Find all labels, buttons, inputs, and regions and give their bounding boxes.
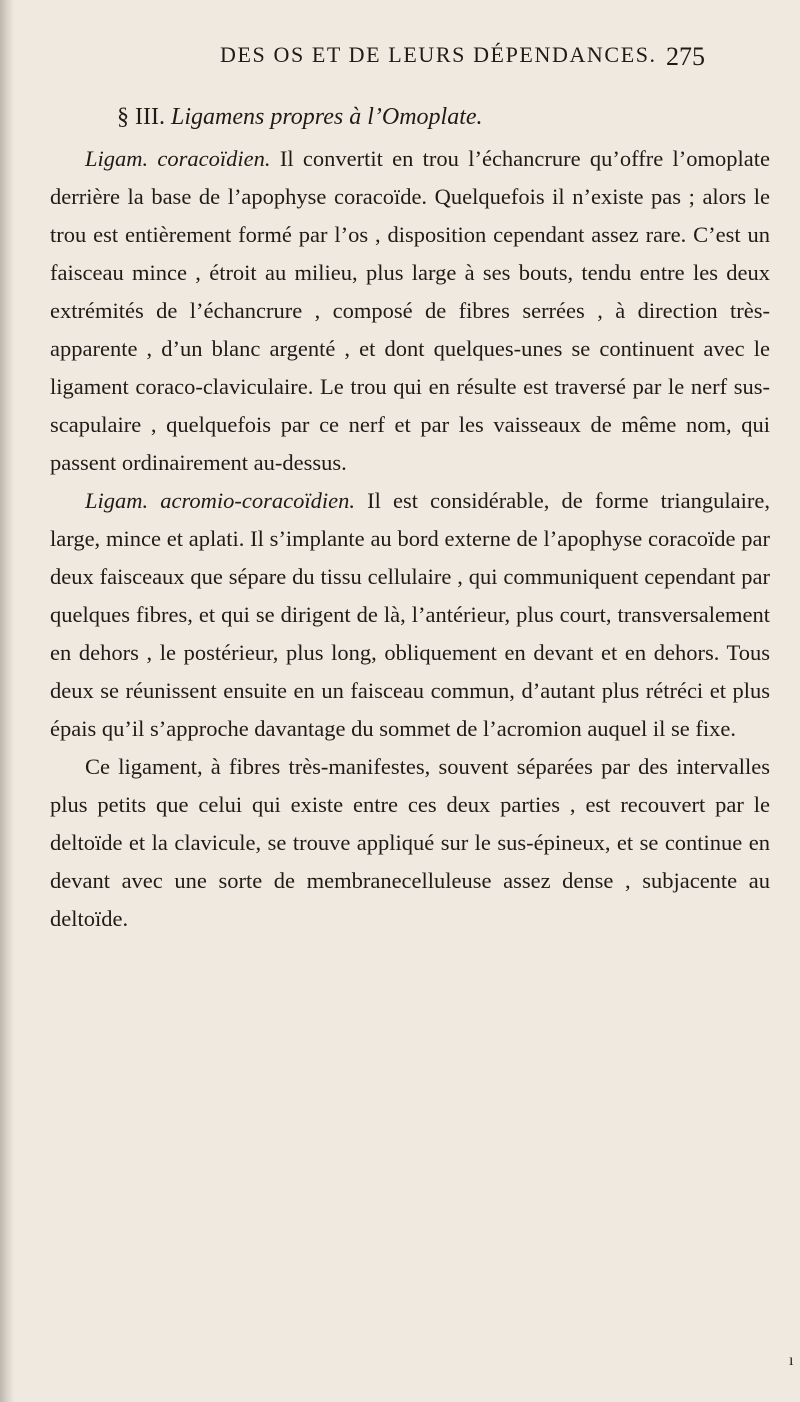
book-page [50,28,770,938]
paragraph-text: Il convertit en trou l’échancrure qu’offre l’omoplate derrière la base de l’apophyse coracoïde. Quelquefois il n’existe pas ; alors le trou est entièrement formé par l’os , disposition cependant assez rare. C’est un faisceau mince , étroit au milieu, plus large à ses bouts, tendu entre les deux extrémités de l’échancrure , composé de fibres serrées , à direction très-apparente , d’un blanc argenté , et dont quelques-unes se continuent avec le ligament coraco-claviculaire. Le trou qui en résulte est traversé par le nerf sus-scapulaire , quelquefois par ce nerf et par les vaisseaux de même nom, qui passent ordinairement au-dessus. [50,145,770,475]
bottom-page-mark: ı [789,1352,794,1369]
running-head [50,28,770,76]
paragraph-coracoidien [50,140,770,482]
paragraph-ligament-description [50,748,770,938]
term-acromio-coracoidien: Ligam. acromio-coracoïdien. [85,487,355,513]
running-title: DES OS ET DE LEURS DÉPENDANCES. [220,42,657,67]
paragraph-text: Il est considérable, de forme triangulaire, large, mince et aplati. Il s’implante au bord externe de l’apophyse coracoïde par deux faisceaux que sépare du tissu cellulaire , qui communiquent cependant par quelques fibres, et qui se dirigent de là, l’antérieur, plus court, transversalement en dehors , le postérieur, plus long, obliquement en devant et en dehors. Tous deux se réunissent ensuite en un faisceau commun, d’autant plus rétréci et plus épais qu’il s’approche davantage du sommet de l’acromion auquel il se fixe. [50,487,770,741]
section-heading [117,103,770,132]
paragraph-text: Ce ligament, à fibres très-manifestes, souvent séparées par des intervalles plus petits que celui qui existe entre ces deux parties , est recouvert par le deltoïde et la clavicule, se trouve appliqué sur le sus-épineux, et se continue en devant avec une sorte de membranecelluleuse assez dense , subjacente au deltoïde. [50,753,770,931]
page-number: 275 [666,42,705,71]
paragraph-acromio-coracoidien [50,482,770,748]
section-title: Ligamens propres à l’Omoplate. [170,104,483,130]
section-mark: § III. [117,104,165,130]
term-coracoidien: Ligam. coracoïdien. [85,145,271,171]
page-gutter-shadow [0,0,14,1402]
